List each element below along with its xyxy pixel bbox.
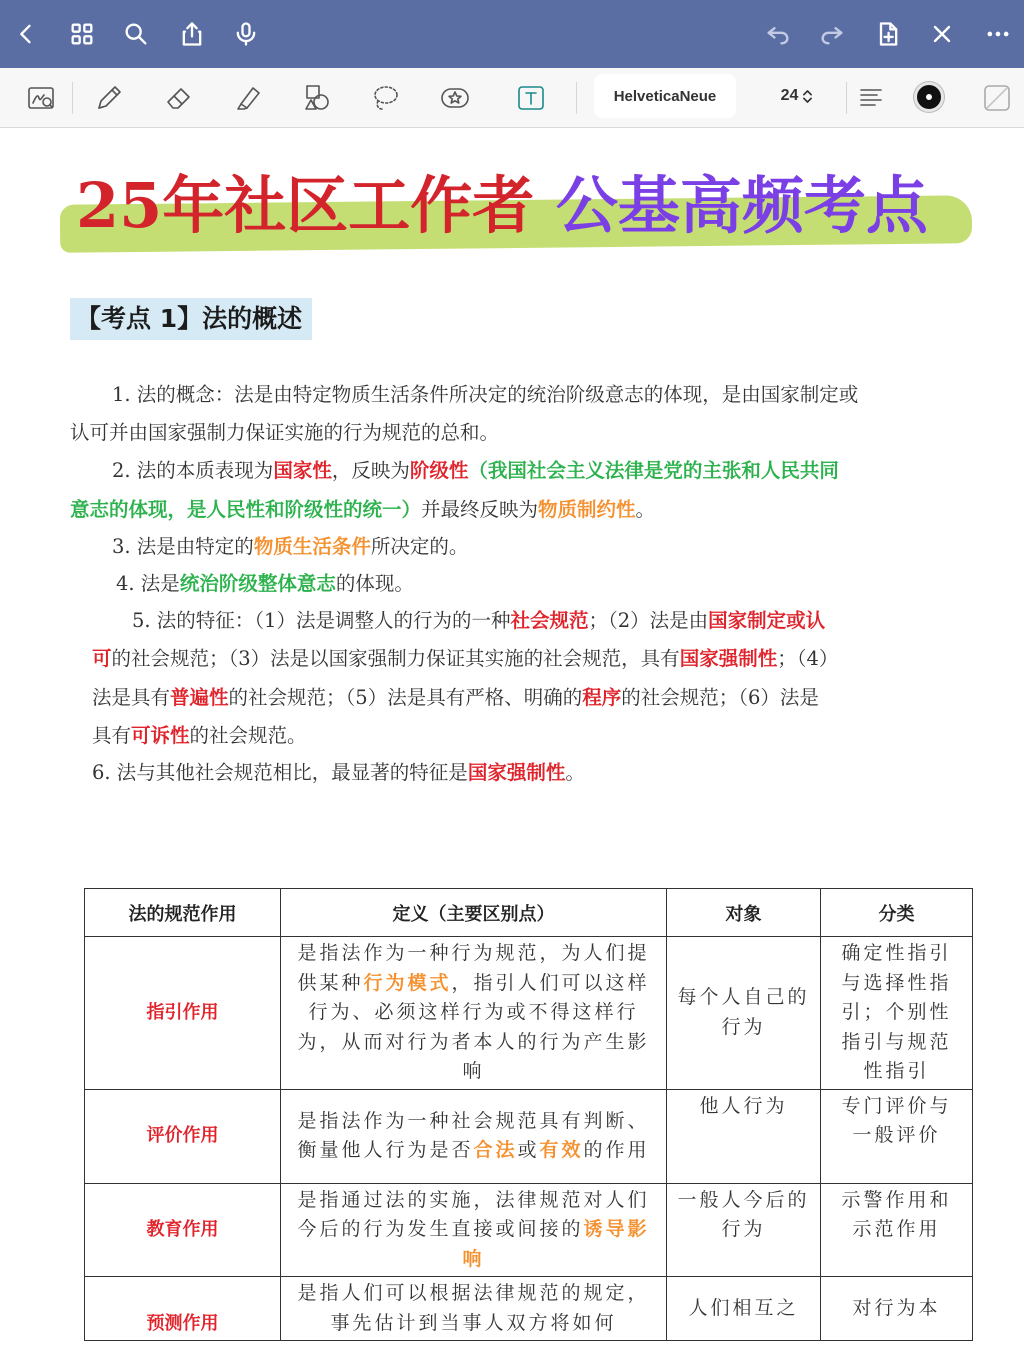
shapes-tool-icon[interactable]	[298, 80, 336, 116]
function-category: 示警作用和示范作用	[821, 1183, 973, 1277]
table-row	[85, 937, 973, 1090]
undo-icon[interactable]	[762, 18, 794, 50]
page-title	[58, 160, 974, 260]
lasso-tool-icon[interactable]	[366, 80, 404, 116]
chevron-up-down-icon	[802, 89, 813, 104]
paragraph-3: 3. 法是由特定的物质生活条件所决定的。	[112, 535, 469, 558]
grid-icon[interactable]	[66, 18, 98, 50]
no-fill-icon[interactable]	[978, 80, 1016, 116]
section-heading: 【考点 1】法的概述	[70, 298, 312, 340]
function-category: 专门评价与一般评价	[821, 1089, 973, 1183]
table-header-cell: 定义（主要区别点）	[281, 889, 667, 937]
paragraph-1-line-1: 1. 法的概念：法是由特定物质生活条件所决定的统治阶级意志的体现，是由国家制定或	[112, 383, 859, 406]
paragraph-5-line-4: 具有可诉性的社会规范。	[92, 724, 307, 747]
function-object: 一般人今后的行为	[667, 1183, 821, 1277]
pen-tool-icon[interactable]	[90, 80, 128, 116]
table-header-cell: 对象	[667, 889, 821, 937]
function-definition: 是指法作为一种社会规范具有判断、衡量他人行为是否合法或有效的作用	[281, 1089, 667, 1183]
paragraph-5-line-1: 5. 法的特征：（1）法是调整人的行为的一种社会规范；（2）法是由国家制定或认	[132, 609, 826, 632]
function-definition: 是指通过法的实施，法律规范对人们今后的行为发生直接或间接的诱导影响	[281, 1183, 667, 1277]
redo-icon[interactable]	[816, 18, 848, 50]
function-name: 指引作用	[85, 937, 281, 1090]
share-icon[interactable]	[176, 18, 208, 50]
function-definition: 是指法作为一种行为规范，为人们提供某种行为模式，指引人们可以这样行为、必须这样行为或不得这样行为，从而对行为者本人的行为产生影响	[281, 937, 667, 1090]
text-tool-icon[interactable]	[512, 80, 550, 116]
table-header-cell: 法的规范作用	[85, 889, 281, 937]
title-part-red: 25年社区工作者	[76, 169, 535, 242]
font-size-value: 24	[780, 87, 799, 104]
function-category: 确定性指引与选择性指引；个别性指引与规范性指引	[821, 937, 973, 1090]
paragraph-4: 4. 法是统治阶级整体意志的体现。	[116, 572, 414, 595]
font-size-selector[interactable]	[766, 74, 828, 118]
search-icon[interactable]	[120, 18, 152, 50]
norm-function-table	[84, 888, 973, 1341]
table-header-cell: 分类	[821, 889, 973, 937]
sticker-tool-icon[interactable]	[436, 80, 474, 116]
paragraph-5-line-2: 可的社会规范；（3）法是以国家强制力保证其实施的社会规范，具有国家强制性；（4）	[92, 647, 839, 670]
paragraph-2-line-1: 2. 法的本质表现为国家性，反映为阶级性（我国社会主义法律是党的主张和人民共同	[112, 459, 839, 482]
paragraph-6: 6. 法与其他社会规范相比，最显著的特征是国家强制性。	[92, 761, 585, 784]
align-text-icon[interactable]	[852, 80, 890, 116]
table-header-row	[85, 889, 973, 937]
mic-icon[interactable]	[230, 18, 262, 50]
function-name: 教育作用	[85, 1183, 281, 1277]
function-name: 评价作用	[85, 1089, 281, 1183]
paragraph-1-line-2: 认可并由国家强制力保证实施的行为规范的总和。	[70, 421, 500, 444]
function-definition: 是指人们可以根据法律规范的规定，事先估计到当事人双方将如何	[281, 1277, 667, 1341]
function-object: 每个人自己的行为	[667, 937, 821, 1090]
text-color-swatch[interactable]	[914, 82, 944, 112]
add-page-icon[interactable]	[872, 18, 904, 50]
close-icon[interactable]	[926, 18, 958, 50]
table-row	[85, 1277, 973, 1341]
title-part-purple: 公基高频考点	[555, 169, 928, 242]
tool-bar	[0, 68, 1024, 128]
highlighter-tool-icon[interactable]	[230, 80, 268, 116]
table-row	[85, 1183, 973, 1277]
eraser-tool-icon[interactable]	[160, 80, 198, 116]
font-family-value: HelveticaNeue	[613, 87, 717, 105]
more-icon[interactable]	[982, 18, 1014, 50]
scan-doc-icon[interactable]	[22, 80, 60, 116]
paragraph-5-line-3: 法是具有普遍性的社会规范；（5）法是具有严格、明确的程序的社会规范；（6）法是	[92, 686, 819, 709]
function-object: 他人行为	[667, 1089, 821, 1183]
font-family-selector[interactable]	[594, 74, 736, 118]
chevron-left-icon[interactable]	[10, 18, 42, 50]
paragraph-2-line-2: 意志的体现，是人民性和阶级性的统一）并最终反映为物质制约性。	[70, 498, 656, 521]
table-row	[85, 1089, 973, 1183]
function-name: 预测作用	[85, 1277, 281, 1341]
function-category: 对行为本	[821, 1277, 973, 1341]
function-object: 人们相互之	[667, 1277, 821, 1341]
top-nav-bar	[0, 0, 1024, 68]
